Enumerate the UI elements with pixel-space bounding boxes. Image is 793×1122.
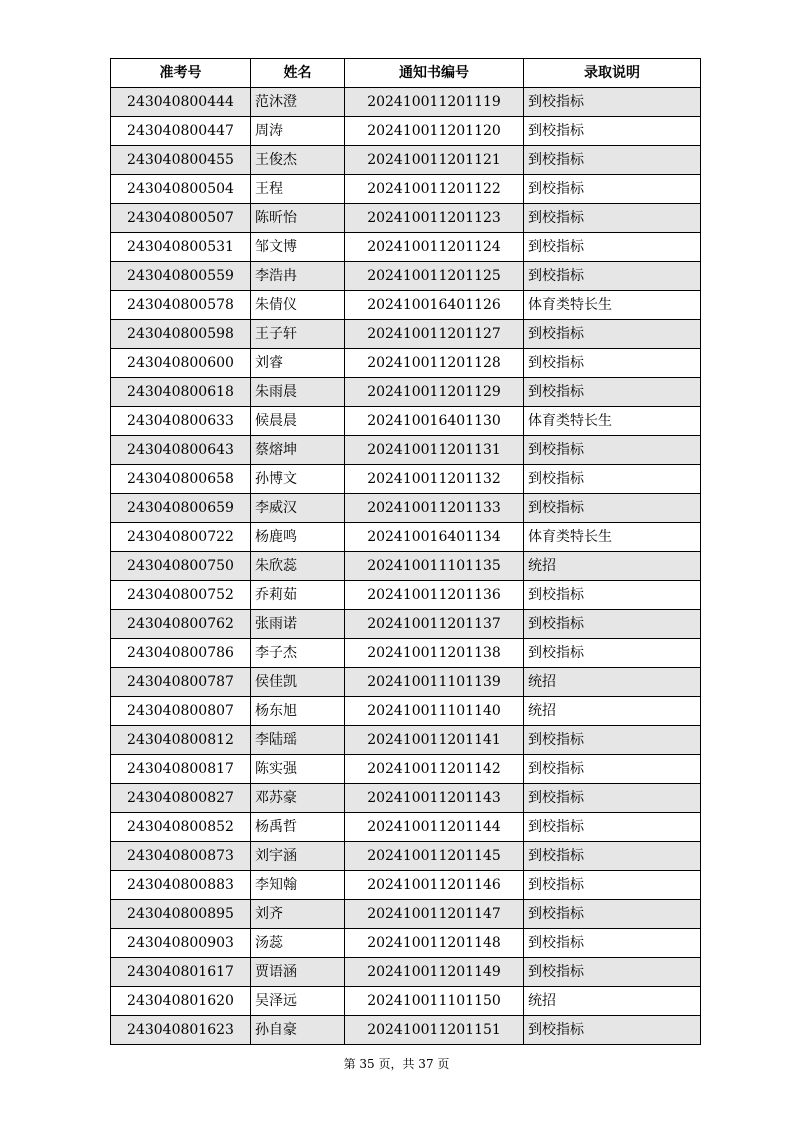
cell-notice-number: 202410011101139 [345,668,524,697]
cell-admission-note: 到校指标 [524,929,701,958]
table-row [111,378,701,407]
cell-admission-note: 统招 [524,987,701,1016]
cell-name: 李浩冉 [251,262,345,291]
table-row [111,929,701,958]
cell-name: 杨禹哲 [251,813,345,842]
cell-notice-number: 202410011201148 [345,929,524,958]
cell-name: 李陆瑶 [251,726,345,755]
cell-admission-note: 到校指标 [524,117,701,146]
table-row [111,494,701,523]
cell-exam-number: 243040800504 [111,175,251,204]
cell-notice-number: 202410011201146 [345,871,524,900]
table-row [111,958,701,987]
cell-notice-number: 202410011201142 [345,755,524,784]
cell-admission-note: 到校指标 [524,726,701,755]
cell-notice-number: 202410011201149 [345,958,524,987]
admission-table-container [110,58,700,1045]
cell-exam-number: 243040800807 [111,697,251,726]
cell-notice-number: 202410011201127 [345,320,524,349]
cell-exam-number: 243040800722 [111,523,251,552]
cell-admission-note: 到校指标 [524,639,701,668]
cell-notice-number: 202410011201137 [345,610,524,639]
cell-notice-number: 202410011201151 [345,1016,524,1045]
cell-admission-note: 到校指标 [524,958,701,987]
cell-exam-number: 243040800598 [111,320,251,349]
cell-notice-number: 202410011101140 [345,697,524,726]
cell-exam-number: 243040800873 [111,842,251,871]
cell-exam-number: 243040800752 [111,581,251,610]
cell-name: 李知翰 [251,871,345,900]
cell-admission-note: 到校指标 [524,233,701,262]
table-row [111,465,701,494]
table-row [111,842,701,871]
cell-name: 周涛 [251,117,345,146]
cell-name: 邓苏豪 [251,784,345,813]
cell-name: 朱雨晨 [251,378,345,407]
cell-exam-number: 243040800852 [111,813,251,842]
table-row [111,668,701,697]
cell-exam-number: 243040800507 [111,204,251,233]
cell-notice-number: 202410011201138 [345,639,524,668]
cell-admission-note: 到校指标 [524,465,701,494]
cell-notice-number: 202410011201128 [345,349,524,378]
cell-exam-number: 243040800659 [111,494,251,523]
cell-admission-note: 到校指标 [524,436,701,465]
cell-name: 侯佳凯 [251,668,345,697]
cell-exam-number: 243040800658 [111,465,251,494]
cell-exam-number: 243040800827 [111,784,251,813]
cell-notice-number: 202410016401126 [345,291,524,320]
header-exam-number: 准考号 [111,59,251,88]
cell-name: 陈实强 [251,755,345,784]
cell-name: 朱欣蕊 [251,552,345,581]
cell-exam-number: 243040800447 [111,117,251,146]
cell-notice-number: 202410011201147 [345,900,524,929]
cell-exam-number: 243040800817 [111,755,251,784]
cell-admission-note: 统招 [524,552,701,581]
cell-admission-note: 统招 [524,697,701,726]
table-row [111,813,701,842]
cell-exam-number: 243040800600 [111,349,251,378]
cell-exam-number: 243040801620 [111,987,251,1016]
cell-admission-note: 到校指标 [524,378,701,407]
cell-exam-number: 243040800643 [111,436,251,465]
cell-name: 杨鹿鸣 [251,523,345,552]
cell-notice-number: 202410011201129 [345,378,524,407]
cell-name: 乔莉茹 [251,581,345,610]
cell-exam-number: 243040800444 [111,88,251,117]
cell-name: 王程 [251,175,345,204]
cell-exam-number: 243040800455 [111,146,251,175]
table-row [111,639,701,668]
cell-admission-note: 到校指标 [524,784,701,813]
header-admission-note: 录取说明 [524,59,701,88]
header-name: 姓名 [251,59,345,88]
cell-exam-number: 243040800895 [111,900,251,929]
cell-name: 朱倩仪 [251,291,345,320]
cell-notice-number: 202410011201121 [345,146,524,175]
cell-name: 刘齐 [251,900,345,929]
cell-exam-number: 243040801617 [111,958,251,987]
admission-table [110,58,701,1045]
table-row [111,987,701,1016]
cell-exam-number: 243040800762 [111,610,251,639]
cell-notice-number: 202410011201136 [345,581,524,610]
cell-notice-number: 202410011201123 [345,204,524,233]
table-row [111,610,701,639]
cell-admission-note: 到校指标 [524,88,701,117]
cell-notice-number: 202410011101150 [345,987,524,1016]
table-row [111,523,701,552]
cell-notice-number: 202410011201119 [345,88,524,117]
cell-exam-number: 243040800633 [111,407,251,436]
cell-admission-note: 到校指标 [524,871,701,900]
table-body [111,88,701,1045]
cell-name: 刘睿 [251,349,345,378]
cell-name: 吴泽远 [251,987,345,1016]
cell-notice-number: 202410011201145 [345,842,524,871]
cell-name: 王子轩 [251,320,345,349]
cell-admission-note: 到校指标 [524,175,701,204]
cell-admission-note: 到校指标 [524,1016,701,1045]
table-header-row [111,59,701,88]
cell-notice-number: 202410011201131 [345,436,524,465]
cell-exam-number: 243040800903 [111,929,251,958]
cell-notice-number: 202410011201143 [345,784,524,813]
cell-admission-note: 到校指标 [524,349,701,378]
table-row [111,697,701,726]
cell-notice-number: 202410011201141 [345,726,524,755]
table-row [111,146,701,175]
cell-admission-note: 到校指标 [524,755,701,784]
cell-notice-number: 202410011201124 [345,233,524,262]
cell-admission-note: 到校指标 [524,204,701,233]
cell-name: 范沐澄 [251,88,345,117]
table-row [111,175,701,204]
table-row [111,436,701,465]
cell-admission-note: 到校指标 [524,813,701,842]
cell-name: 候晨晨 [251,407,345,436]
cell-exam-number: 243040800578 [111,291,251,320]
table-row [111,349,701,378]
table-row [111,784,701,813]
table-row [111,407,701,436]
cell-name: 汤蕊 [251,929,345,958]
table-row [111,88,701,117]
cell-exam-number: 243040800750 [111,552,251,581]
table-row [111,320,701,349]
cell-admission-note: 体育类特长生 [524,291,701,320]
cell-admission-note: 到校指标 [524,262,701,291]
page-footer: 第 35 页，共 37 页 [343,1057,450,1071]
cell-exam-number: 243040800883 [111,871,251,900]
table-row [111,726,701,755]
cell-notice-number: 202410011201122 [345,175,524,204]
cell-admission-note: 到校指标 [524,900,701,929]
cell-notice-number: 202410016401130 [345,407,524,436]
cell-notice-number: 202410011201132 [345,465,524,494]
cell-name: 杨东旭 [251,697,345,726]
table-row [111,900,701,929]
cell-name: 陈昕怡 [251,204,345,233]
cell-exam-number: 243040800531 [111,233,251,262]
cell-admission-note: 体育类特长生 [524,407,701,436]
table-row [111,291,701,320]
cell-exam-number: 243040801623 [111,1016,251,1045]
cell-admission-note: 统招 [524,668,701,697]
cell-admission-note: 体育类特长生 [524,523,701,552]
cell-name: 李子杰 [251,639,345,668]
cell-name: 蔡熔坤 [251,436,345,465]
cell-name: 孙自豪 [251,1016,345,1045]
cell-notice-number: 202410011101135 [345,552,524,581]
cell-notice-number: 202410011201120 [345,117,524,146]
cell-exam-number: 243040800812 [111,726,251,755]
table-row [111,1016,701,1045]
cell-exam-number: 243040800787 [111,668,251,697]
cell-admission-note: 到校指标 [524,581,701,610]
cell-admission-note: 到校指标 [524,494,701,523]
cell-name: 刘宇涵 [251,842,345,871]
cell-name: 张雨诺 [251,610,345,639]
cell-notice-number: 202410016401134 [345,523,524,552]
cell-exam-number: 243040800559 [111,262,251,291]
table-row [111,204,701,233]
cell-admission-note: 到校指标 [524,842,701,871]
cell-notice-number: 202410011201144 [345,813,524,842]
cell-notice-number: 202410011201133 [345,494,524,523]
table-row [111,871,701,900]
cell-exam-number: 243040800618 [111,378,251,407]
cell-name: 李威汉 [251,494,345,523]
cell-admission-note: 到校指标 [524,146,701,175]
table-row [111,755,701,784]
table-row [111,117,701,146]
cell-admission-note: 到校指标 [524,610,701,639]
cell-admission-note: 到校指标 [524,320,701,349]
cell-name: 邹文博 [251,233,345,262]
cell-name: 王俊杰 [251,146,345,175]
cell-exam-number: 243040800786 [111,639,251,668]
cell-name: 孙博文 [251,465,345,494]
table-row [111,262,701,291]
cell-notice-number: 202410011201125 [345,262,524,291]
header-notice-number: 通知书编号 [345,59,524,88]
table-row [111,552,701,581]
table-row [111,581,701,610]
table-row [111,233,701,262]
cell-name: 贾语涵 [251,958,345,987]
